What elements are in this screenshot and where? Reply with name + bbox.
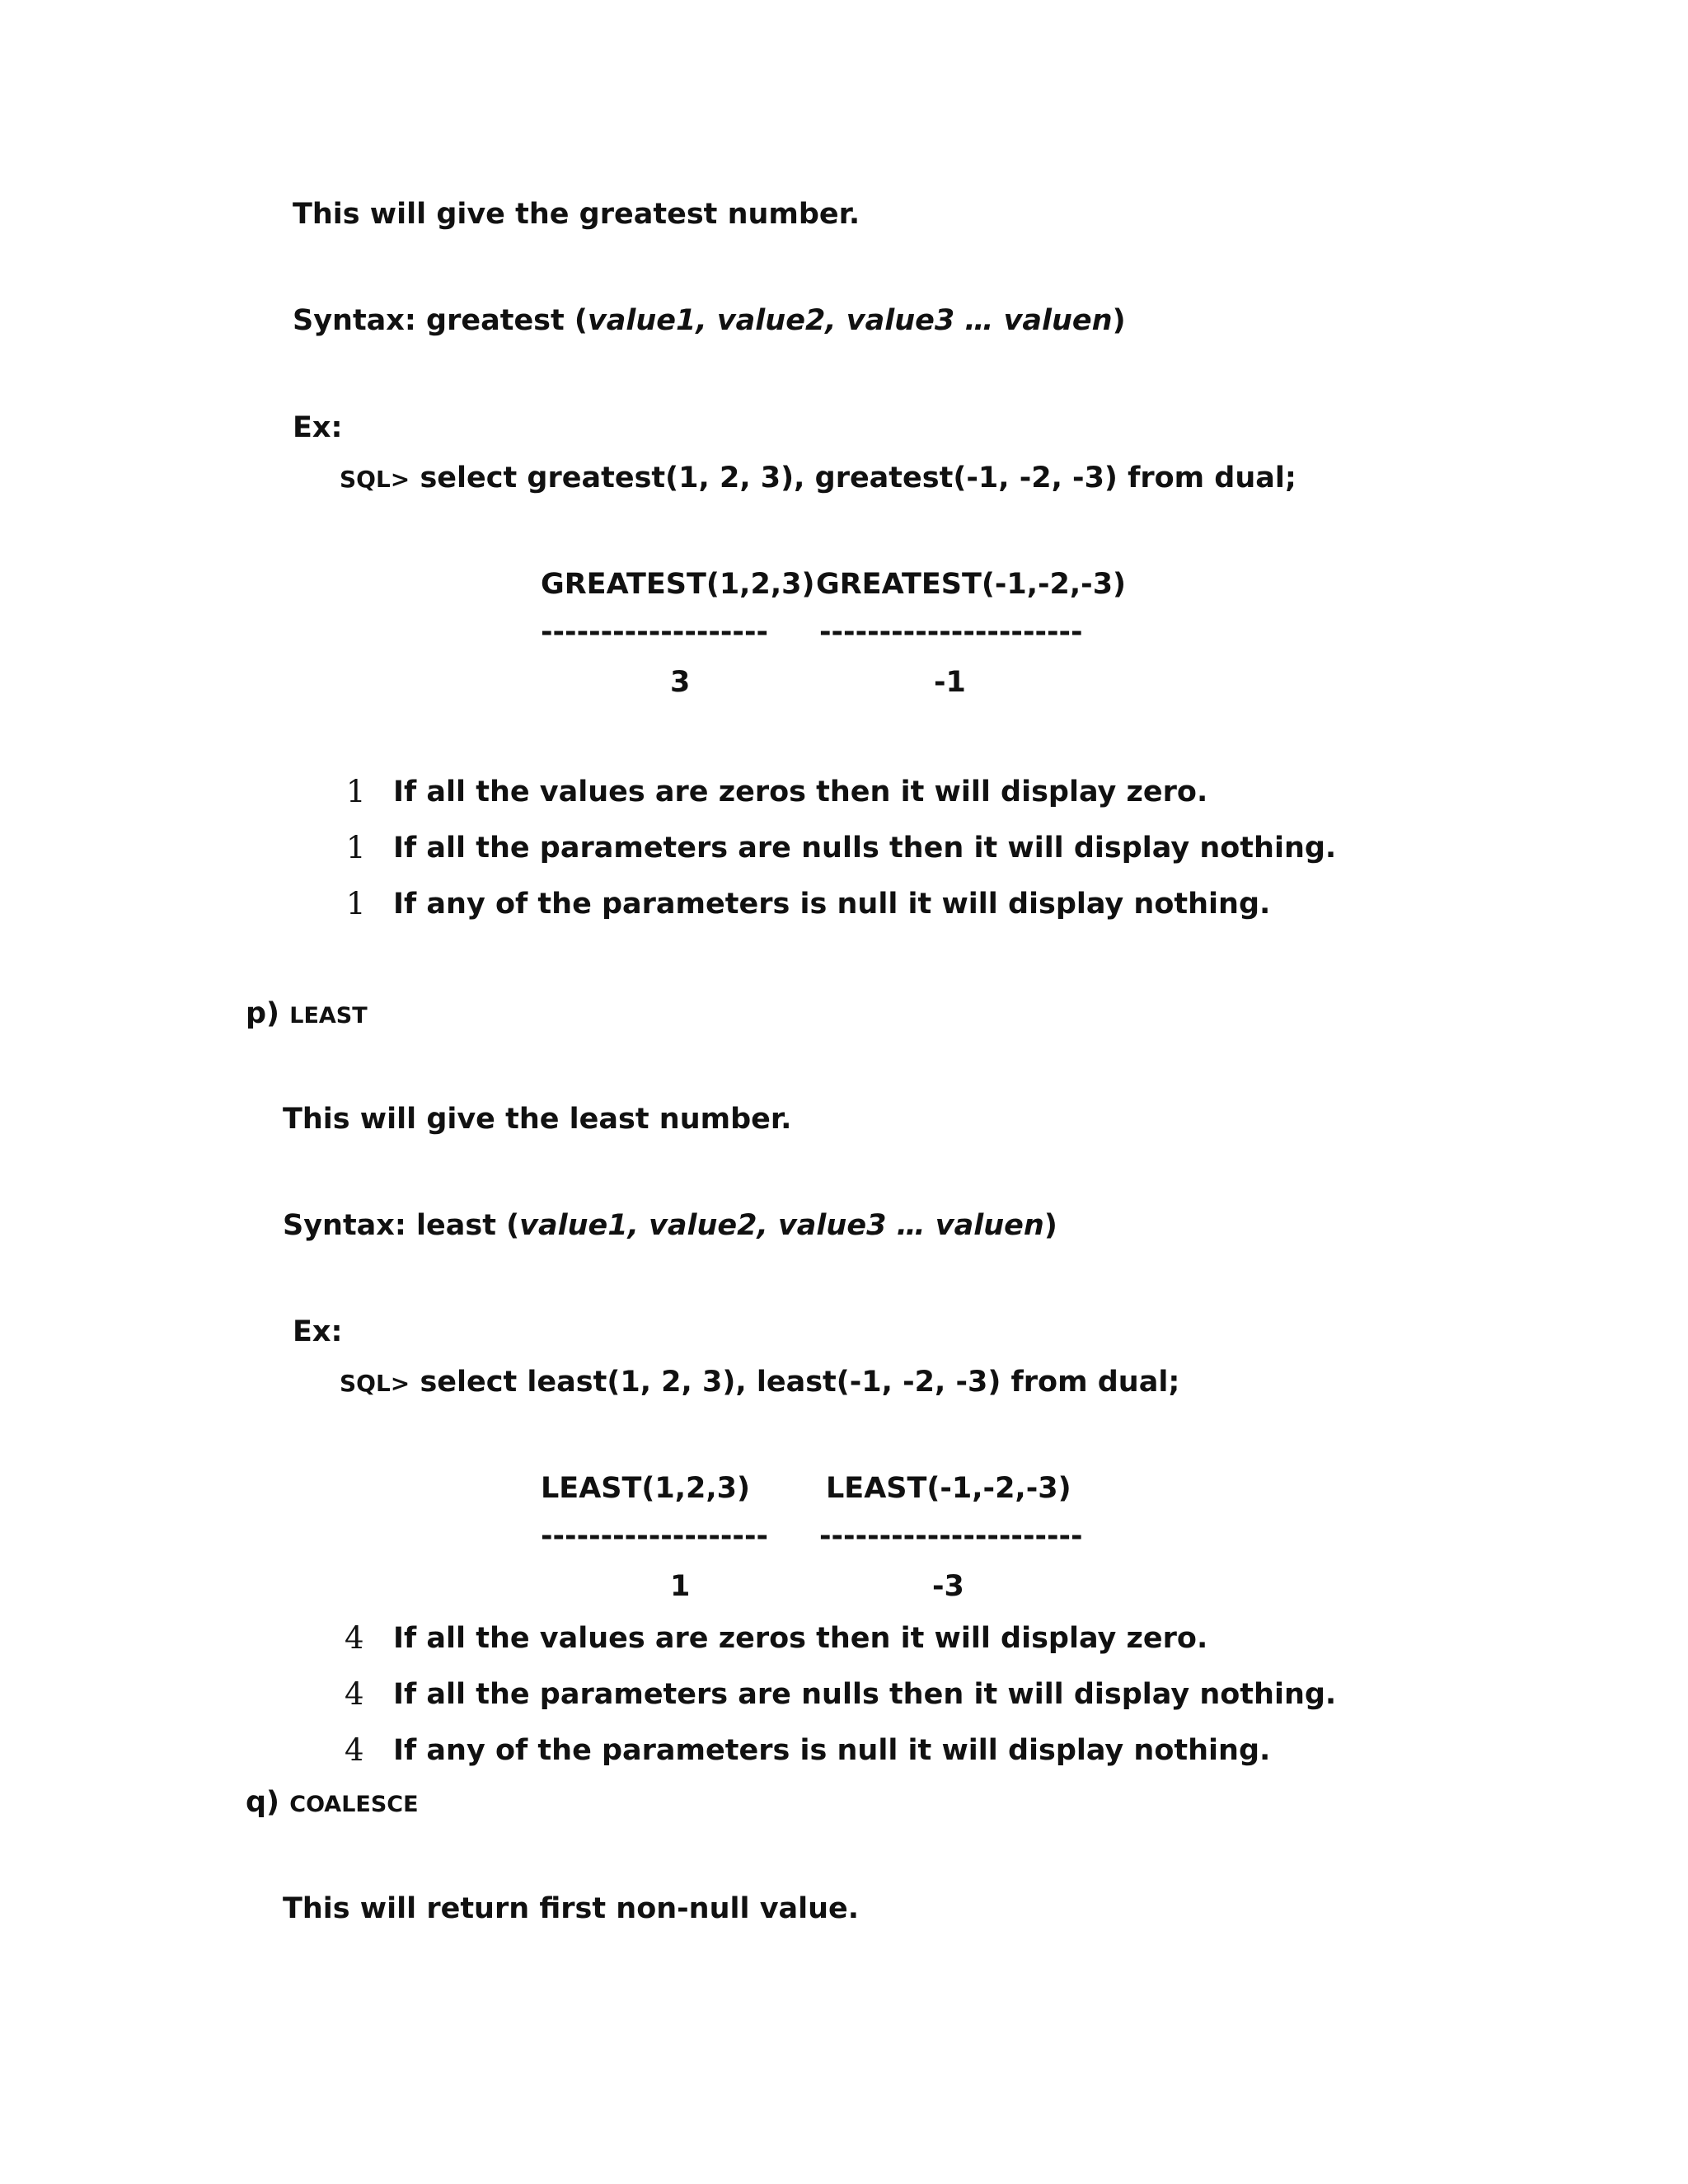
greatest-syntax: [293, 304, 1126, 337]
least-sql-line: [340, 1368, 1179, 1397]
least-query: select least(1, 2, 3), least(-1, -2, -3) from dual;: [420, 1366, 1180, 1399]
greatest-col2-header: GREATEST(-1,-2,-3): [816, 568, 1127, 601]
greatest-note: If all the values are zeros then it will display zero.: [393, 776, 1208, 808]
least-intro: This will give the least number.: [283, 1103, 792, 1136]
least-note: If all the values are zeros then it will display zero.: [393, 1622, 1208, 1655]
coalesce-heading: [246, 1788, 419, 1817]
greatest-col1-header: GREATEST(1,2,3): [541, 568, 815, 601]
least-note-marker: 4: [345, 1620, 364, 1656]
least-col2-header: LEAST(-1,-2,-3): [826, 1472, 1071, 1505]
least-note: If all the parameters are nulls then it will display nothing.: [393, 1678, 1337, 1711]
least-note-marker: 4: [345, 1732, 364, 1768]
greatest-note: If all the parameters are nulls then it will display nothing.: [393, 832, 1337, 865]
greatest-col2-rule: ----------------------: [819, 616, 1083, 649]
least-col1-value: 1: [670, 1570, 691, 1603]
greatest-note: If any of the parameters is null it will display nothing.: [393, 888, 1271, 921]
least-syntax-close: ): [1043, 1209, 1057, 1242]
greatest-syntax-args: value1, value2, value3 … valuen: [587, 304, 1113, 337]
greatest-sql-line: [340, 464, 1296, 493]
greatest-col1-rule: -------------------: [541, 616, 769, 649]
greatest-col1-value: 3: [670, 666, 691, 699]
least-syntax-label: Syntax: least (: [283, 1209, 520, 1242]
least-col2-rule: ----------------------: [819, 1520, 1083, 1553]
least-ex-label: Ex:: [293, 1315, 343, 1348]
least-col1-rule: -------------------: [541, 1520, 769, 1553]
greatest-note-marker: 1: [346, 886, 366, 921]
greatest-note-marker: 1: [346, 830, 366, 865]
greatest-ex-label: Ex:: [293, 411, 343, 444]
least-heading-name: LEAST: [289, 1003, 368, 1029]
greatest-syntax-close: ): [1112, 304, 1126, 337]
greatest-query: select greatest(1, 2, 3), greatest(-1, -2, -3) from dual;: [420, 462, 1296, 494]
least-syntax-args: value1, value2, value3 … valuen: [519, 1209, 1044, 1242]
least-col2-value: -3: [932, 1570, 964, 1603]
greatest-intro: This will give the greatest number.: [293, 198, 860, 231]
least-heading: [246, 997, 368, 1030]
least-heading-letter: p): [246, 997, 280, 1030]
least-col1-header: LEAST(1,2,3): [541, 1472, 751, 1505]
sql-prompt: SQL>: [340, 1370, 410, 1397]
least-note: If any of the parameters is null it will display nothing.: [393, 1734, 1271, 1767]
least-note-marker: 4: [345, 1676, 364, 1712]
greatest-note-marker: 1: [346, 774, 366, 809]
sql-prompt: SQL>: [340, 466, 410, 493]
coalesce-heading-letter: q): [246, 1786, 280, 1819]
least-syntax: [283, 1209, 1057, 1242]
coalesce-heading-name: COALESCE: [289, 1792, 419, 1817]
greatest-col2-value: -1: [934, 666, 966, 699]
greatest-syntax-label: Syntax: greatest (: [293, 304, 588, 337]
coalesce-intro: This will return first non-null value.: [283, 1892, 860, 1925]
